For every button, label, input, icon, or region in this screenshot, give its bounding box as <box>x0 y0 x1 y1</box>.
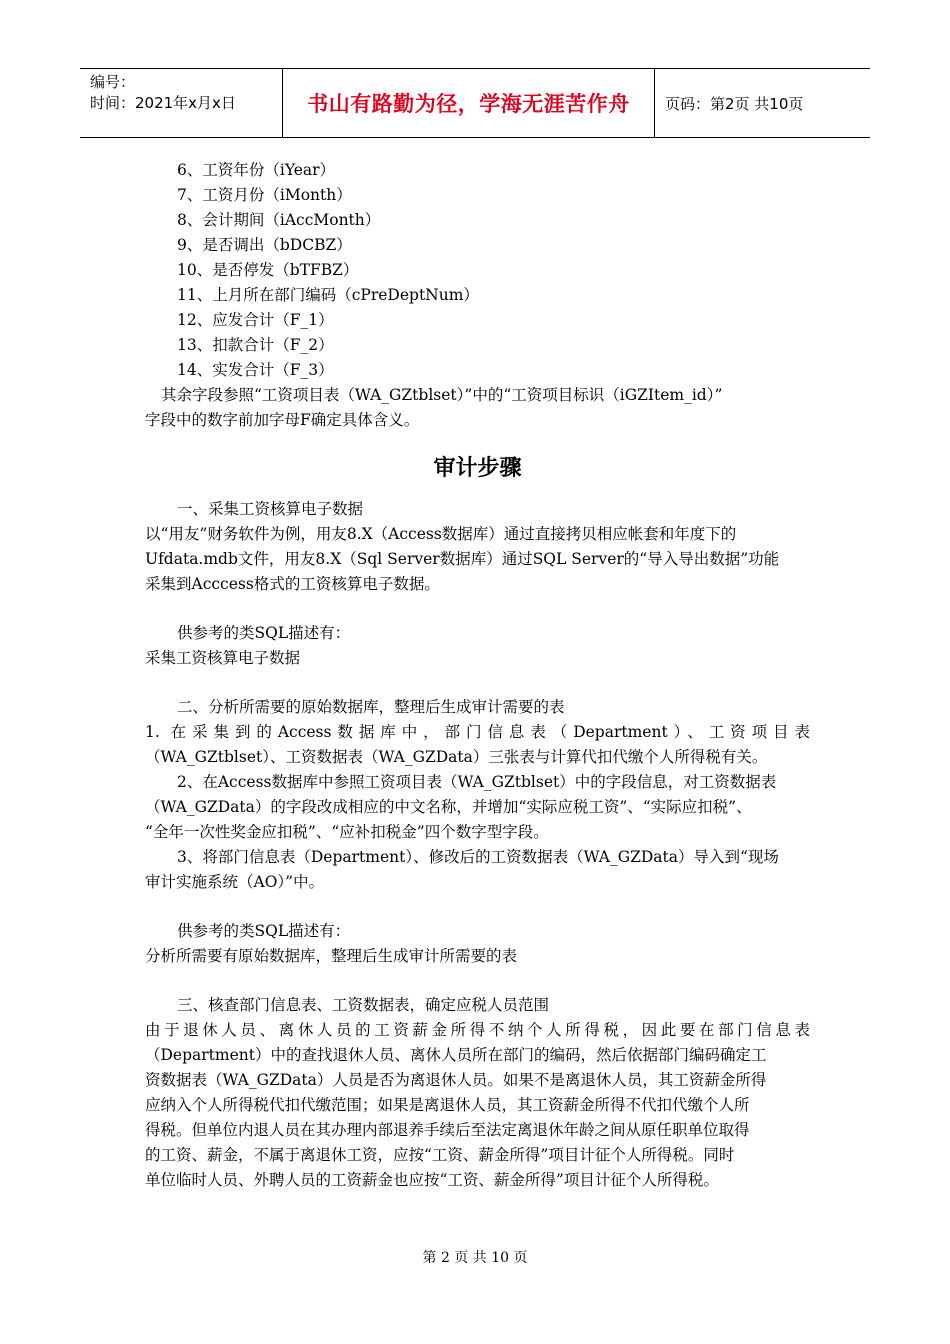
sql-label: 供参考的类SQL描述有： <box>177 624 351 642</box>
paragraph-line: 3、将部门信息表（Department）、修改后的工资数据表（WA_GZData）导入到“现场 <box>177 848 779 866</box>
page-header <box>80 68 870 138</box>
list-item: 8、会计期间（iAccMonth） <box>177 211 381 229</box>
header-motto-cell <box>282 69 655 137</box>
sql-label: 供参考的类SQL描述有： <box>177 922 351 940</box>
paragraph-line: 审计实施系统（AO）”中。 <box>145 873 325 891</box>
step3-title: 三、核查部门信息表、工资数据表，确定应税人员范围 <box>177 996 550 1014</box>
sql-text: 采集工资核算电子数据 <box>145 649 301 667</box>
motto: 书山有路勤为径，学海无涯苦作舟 <box>307 92 630 116</box>
list-item: 9、是否调出（bDCBZ） <box>177 236 352 254</box>
header-page-cell <box>655 69 870 137</box>
paragraph-line: 由于退休人员、离休人员的工资薪金所得不纳个人所得税，因此要在部门信息表 <box>145 1021 810 1039</box>
time-label: 时间：2021年x月x日 <box>90 94 236 112</box>
paragraph-line: 得税。但单位内退人员在其办理内部退养手续后至法定离退休年龄之间从原任职单位取得 <box>145 1121 750 1139</box>
page-label: 页码：第2页 共10页 <box>665 94 804 113</box>
list-item: 13、扣款合计（F_2） <box>177 336 334 354</box>
paragraph-line: （WA_GZtblset）、工资数据表（WA_GZData）三张表与计算代扣代缴个人所得税有关。 <box>145 748 768 766</box>
list-item: 14、实发合计（F_3） <box>177 361 334 379</box>
list-item: 12、应发合计（F_1） <box>177 311 334 329</box>
paragraph-line: （Department）中的查找退休人员、离休人员所在部门的编码，然后依据部门编码确定工 <box>145 1046 767 1064</box>
section-title: 审计步骤 <box>433 456 522 481</box>
paragraph-line: 资数据表（WA_GZData）人员是否为离退休人员。如果不是离退休人员，其工资薪金所得 <box>145 1071 767 1089</box>
paragraph-line: 的工资、薪金，不属于离退休工资，应按“工资、薪金所得”项目计征个人所得税。同时 <box>145 1146 735 1164</box>
paragraph-line: “全年一次性奖金应扣税”、“应补扣税金”四个数字型字段。 <box>145 823 549 841</box>
paragraph-line: 单位临时人员、外聘人员的工资薪金也应按“工资、薪金所得”项目计征个人所得税。 <box>145 1171 719 1189</box>
number-label: 编号： <box>90 73 136 91</box>
document-body <box>145 158 810 1193</box>
paragraph-line: 应纳入个人所得税代扣代缴范围；如果是离退休人员，其工资薪金所得不代扣代缴个人所 <box>145 1096 750 1114</box>
paragraph-line: 1. 在采集到的Access数据库中，部门信息表（Department）、工资项目表 <box>145 723 810 741</box>
header-info <box>80 69 282 137</box>
paragraph-line: Ufdata.mdb文件，用友8.X（Sql Server数据库）通过SQL Server的“导入导出数据”功能 <box>145 550 780 568</box>
page-footer: 第 2 页 共 10 页 <box>422 1250 528 1266</box>
paragraph-line: 以“用友”财务软件为例，用友8.X（Access数据库）通过直接拷贝相应帐套和年度下的 <box>145 525 737 543</box>
step1-title: 一、采集工资核算电子数据 <box>177 500 364 518</box>
step2-title: 二、分析所需要的原始数据库，整理后生成审计需要的表 <box>177 698 565 716</box>
note-line: 其余字段参照“工资项目表（WA_GZtblset）”中的“工资项目标识（iGZItem_id）” <box>161 386 723 404</box>
note-line: 字段中的数字前加字母F确定具体含义。 <box>145 411 420 429</box>
paragraph-line: 采集到Acccess格式的工资核算电子数据。 <box>145 575 440 593</box>
sql-text: 分析所需要有原始数据库，整理后生成审计所需要的表 <box>145 947 518 965</box>
list-item: 7、工资月份（iMonth） <box>177 186 352 204</box>
paragraph-line: 2、在Access数据库中参照工资项目表（WA_GZtblset）中的字段信息，对工资数据表 <box>177 773 777 791</box>
list-item: 10、是否停发（bTFBZ） <box>177 261 359 279</box>
list-item: 11、上月所在部门编码（cPreDeptNum） <box>177 286 479 304</box>
list-item: 6、工资年份（iYear） <box>177 161 336 179</box>
paragraph-line: （WA_GZData）的字段改成相应的中文名称，并增加“实际应税工资”、“实际应扣税”、 <box>145 798 752 816</box>
